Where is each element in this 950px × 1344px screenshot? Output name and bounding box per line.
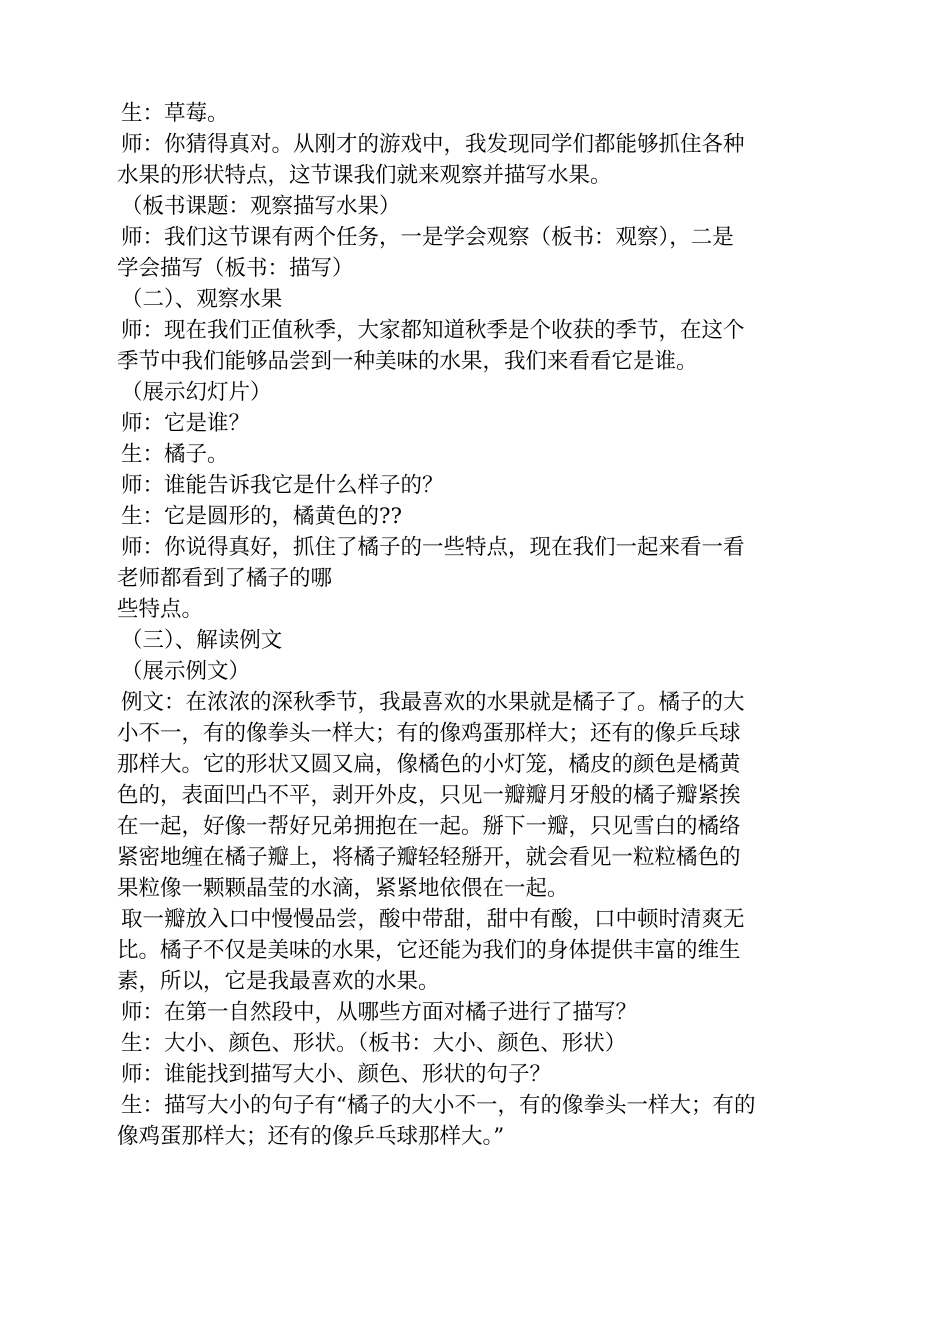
text-line: 生：橘子。 bbox=[121, 442, 229, 467]
paragraph bbox=[117, 1090, 837, 1152]
text-line: 师：谁能找到描写大小、颜色、形状的句子？ bbox=[121, 1062, 552, 1087]
text-line: （二）、观察水果 bbox=[121, 287, 283, 312]
text-line: 师：在第一自然段中，从哪些方面对橘子进行了描写？ bbox=[121, 1000, 638, 1025]
paragraph bbox=[117, 904, 837, 997]
paragraph bbox=[117, 408, 837, 439]
text-line: 生：大小、颜色、形状。（板书：大小、颜色、形状） bbox=[121, 1031, 627, 1056]
text-line: 季节中我们能够品尝到一种美味的水果，我们来看看它是谁。 bbox=[117, 349, 698, 374]
text-line: 师：谁能告诉我它是什么样子的？ bbox=[121, 473, 444, 498]
text-line: 老师都看到了橘子的哪 bbox=[117, 566, 333, 591]
text-line: 那样大。它的形状又圆又扁，像橘色的小灯笼，橘皮的颜色是橘黄 bbox=[117, 752, 741, 777]
text-line: 例文：在浓浓的深秋季节，我最喜欢的水果就是橘子了。橘子的大 bbox=[121, 690, 745, 715]
text-line: 色的，表面凹凸不平，剥开外皮，只见一瓣瓣月牙般的橘子瓣紧挨 bbox=[117, 783, 741, 808]
text-line: 紧密地缠在橘子瓣上，将橘子瓣轻轻掰开，就会看见一粒粒橘色的 bbox=[117, 845, 741, 870]
text-line: （展示例文） bbox=[121, 659, 251, 684]
text-line: 在一起，好像一帮好兄弟拥抱在一起。掰下一瓣，只见雪白的橘络 bbox=[117, 814, 741, 839]
paragraph bbox=[117, 1028, 837, 1059]
text-line: （板书课题：观察描写水果） bbox=[121, 194, 401, 219]
paragraph bbox=[117, 625, 837, 656]
text-line: 水果的形状特点，这节课我们就来观察并描写水果。 bbox=[117, 163, 612, 188]
paragraph bbox=[117, 501, 837, 532]
paragraph bbox=[117, 439, 837, 470]
text-line: 取一瓣放入口中慢慢品尝，酸中带甜，甜中有酸，口中顿时清爽无 bbox=[121, 907, 745, 932]
paragraph bbox=[117, 284, 837, 315]
text-line: 师：现在我们正值秋季，大家都知道秋季是个收获的季节，在这个 bbox=[121, 318, 745, 343]
text-line: （展示幻灯片） bbox=[121, 380, 272, 405]
text-line: 师：你说得真好，抓住了橘子的一些特点，现在我们一起来看一看 bbox=[121, 535, 745, 560]
text-line: （三）、解读例文 bbox=[121, 628, 283, 653]
paragraph bbox=[117, 129, 837, 191]
paragraph bbox=[117, 470, 837, 501]
text-line: 果粒像一颗颗晶莹的水滴，紧紧地依偎在一起。 bbox=[117, 876, 569, 901]
paragraph bbox=[117, 532, 837, 625]
paragraph bbox=[117, 377, 837, 408]
text-line: 师：我们这节课有两个任务，一是学会观察（板书：观察），二是 bbox=[121, 225, 734, 250]
text-line: 生：草莓。 bbox=[121, 101, 229, 126]
document-page bbox=[117, 98, 837, 1152]
text-line: 学会描写（板书：描写） bbox=[117, 256, 354, 281]
text-line: 师：它是谁？ bbox=[121, 411, 251, 436]
text-line: 师：你猜得真对。从刚才的游戏中，我发现同学们都能够抓住各种 bbox=[121, 132, 745, 157]
paragraph bbox=[117, 1059, 837, 1090]
paragraph bbox=[117, 656, 837, 687]
text-line: 些特点。 bbox=[117, 597, 204, 622]
text-line: 生：描写大小的句子有“橘子的大小不一，有的像拳头一样大；有的 bbox=[121, 1093, 756, 1118]
paragraph bbox=[117, 997, 837, 1028]
text-line: 生：它是圆形的，橘黄色的?? bbox=[121, 504, 403, 529]
text-line: 小不一，有的像拳头一样大；有的像鸡蛋那样大；还有的像乒乓球 bbox=[117, 721, 741, 746]
text-line: 比。橘子不仅是美味的水果，它还能为我们的身体提供丰富的维生 bbox=[117, 938, 741, 963]
text-line: 像鸡蛋那样大；还有的像乒乓球那样大。” bbox=[117, 1124, 505, 1149]
paragraph bbox=[117, 98, 837, 129]
paragraph bbox=[117, 687, 837, 904]
paragraph bbox=[117, 222, 837, 284]
paragraph bbox=[117, 191, 837, 222]
text-line: 素，所以，它是我最喜欢的水果。 bbox=[117, 969, 440, 994]
paragraph bbox=[117, 315, 837, 377]
